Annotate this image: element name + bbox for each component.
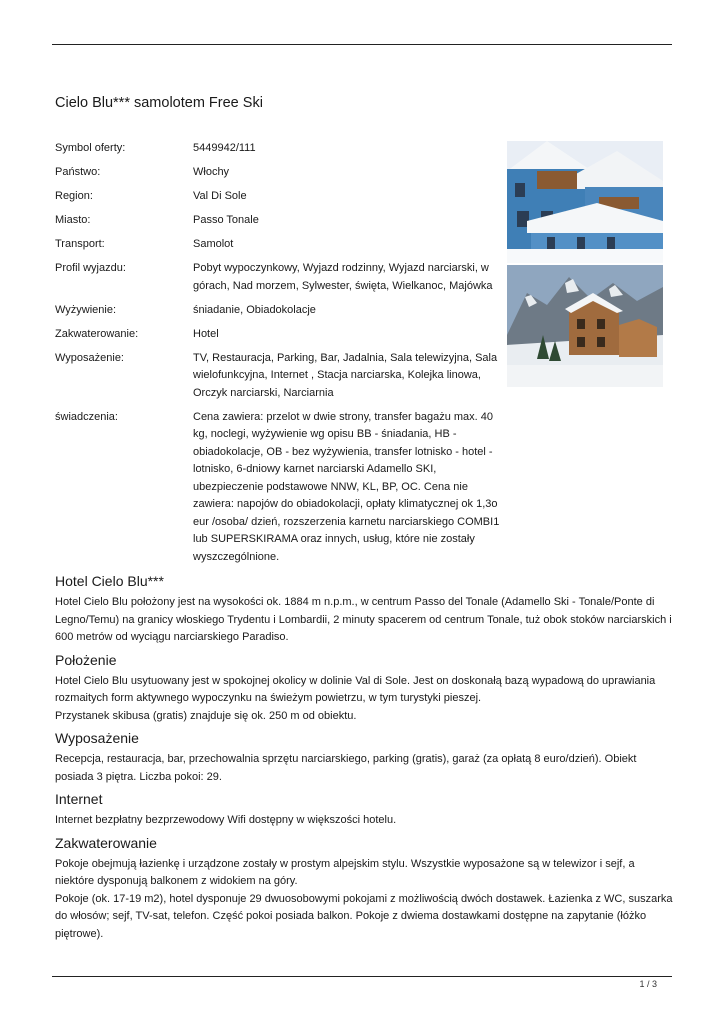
section-paragraph: Hotel Cielo Blu usytuowany jest w spokojnej okolicy w dolinie Val di Sole. Jest on doskonałą bazą wypadową do uprawiania rozmaitych form aktywnego wypoczynku na świeżym powietrzu, w tym turystyki pieszej. — [55, 674, 656, 704]
info-row — [55, 326, 500, 344]
info-value: Passo Tonale — [193, 214, 259, 226]
offer-info-table — [55, 140, 500, 573]
info-value: Cena zawiera: przelot w dwie strony, transfer bagażu max. 40 kg, noclegi, wyżywienie wg opisu BB - śniadania, HB - obiadokolacje, OB - bez wyżywienia, transfer lotnisko - hotel - lotnisko, 6-dniowy karnet narciarski Adamello SKI, ubezpieczenie podstawowe NNW, KL, BP, OC. Cena nie zawiera: napojów do obiadokolacji, opłaty klimatycznej ok 1,3o eur /osoba/ dzień, rozszerzenia karnetu narciarskiego COMBI1 lub SUPERSKIRAMA oraz innych, usług, które nie zostały wyszczególnione. — [193, 410, 500, 563]
header-rule — [52, 44, 672, 45]
section-paragraph: Recepcja, restauracja, bar, przechowalnia sprzętu narciarskiego, parking (gratis), garaż (za opłatą 8 euro/dzień). Obiekt posiada 3 piętra. Liczba pokoi: 29. — [55, 753, 637, 783]
section-paragraph: Hotel Cielo Blu położony jest na wysokości ok. 1884 m n.p.m., w centrum Passo del Tonale (Adamello Ski - Tonale/Ponte di Legno/Temu) na granicy włoskiego Trydentu i Lombardii, 2 minuty spacerem od centrum Tonale, tuż obok stoków narciarskich i 600 metrów od wyciągu narciarskiego Paradiso. — [55, 596, 672, 643]
info-row — [55, 188, 500, 206]
info-label: Państwo: — [55, 166, 101, 178]
section-heading-internet: Internet — [55, 791, 103, 807]
info-label: Profil wyjazdu: — [55, 262, 126, 274]
info-row — [55, 409, 500, 567]
info-value: Pobyt wypoczynkowy, Wyjazd rodzinny, Wyjazd narciarski, w górach, Nad morzem, Sylwester, święta, Wielkanoc, Majówka — [193, 262, 493, 292]
info-value: TV, Restauracja, Parking, Bar, Jadalnia, Sala telewizyjna, Sala wielofunkcyjna, Internet , Stacja narciarska, Kolejka linowa, Orczyk narciarski, Narciarnia — [193, 351, 498, 399]
info-label: Zakwaterowanie: — [55, 327, 139, 340]
info-value: Hotel — [193, 327, 219, 340]
info-value: śniadanie, Obiadokolacje — [193, 303, 316, 316]
page-title: Cielo Blu*** samolotem Free Ski — [55, 95, 263, 111]
info-label: Miasto: — [55, 214, 91, 226]
section-paragraph: Pokoje obejmują łazienkę i urządzone zostały w prostym alpejskim stylu. Wszystkie wyposażone są w telewizor i sejf, a niektóre dysponują balkonem z widokiem na góry. — [55, 857, 635, 887]
info-row — [55, 212, 500, 230]
section-paragraph: Przystanek skibusa (gratis) znajduje się ok. 250 m od obiektu. — [55, 709, 357, 722]
page-indicator: 1 / 3 — [639, 979, 657, 989]
info-row — [55, 260, 500, 295]
hotel-photo-mountains — [507, 265, 663, 387]
info-value: 5449942/111 — [193, 142, 256, 154]
info-value: Samolot — [193, 238, 234, 250]
info-label: Wyżywienie: — [55, 303, 117, 316]
hotel-description — [55, 572, 675, 947]
section-paragraph: Pokoje (ok. 17-19 m2), hotel dysponuje 29 dwuosobowymi pokojami z możliwością dwóch dostawek. Łazienka z WC, suszarka do włosów; sejf, TV-sat, telefon. Część pokoi posiada balkon. Pokoje z dwiema dostawkami dostępne na zapytanie (łóżko piętrowe). — [55, 892, 673, 940]
info-row — [55, 236, 500, 254]
info-row — [55, 164, 500, 182]
section-heading-equipment: Wyposażenie — [55, 730, 139, 746]
section-heading-hotel: Hotel Cielo Blu*** — [55, 573, 164, 589]
info-value: Val Di Sole — [193, 190, 247, 202]
info-label: świadczenia: — [55, 410, 118, 423]
info-label: Transport: — [55, 238, 105, 250]
section-paragraph: Internet bezpłatny bezprzewodowy Wifi dostępny w większości hotelu. — [55, 814, 397, 826]
footer-rule — [52, 976, 672, 977]
info-label: Symbol oferty: — [55, 142, 126, 154]
section-heading-accommodation: Zakwaterowanie — [55, 834, 157, 851]
hotel-photo-facade — [507, 141, 663, 263]
info-row — [55, 350, 500, 403]
info-value: Włochy — [193, 166, 230, 178]
section-heading-location: Położenie — [55, 651, 117, 668]
info-label: Region: — [55, 190, 93, 202]
info-row — [55, 140, 500, 158]
info-label: Wyposażenie: — [55, 351, 124, 364]
info-row — [55, 302, 500, 320]
